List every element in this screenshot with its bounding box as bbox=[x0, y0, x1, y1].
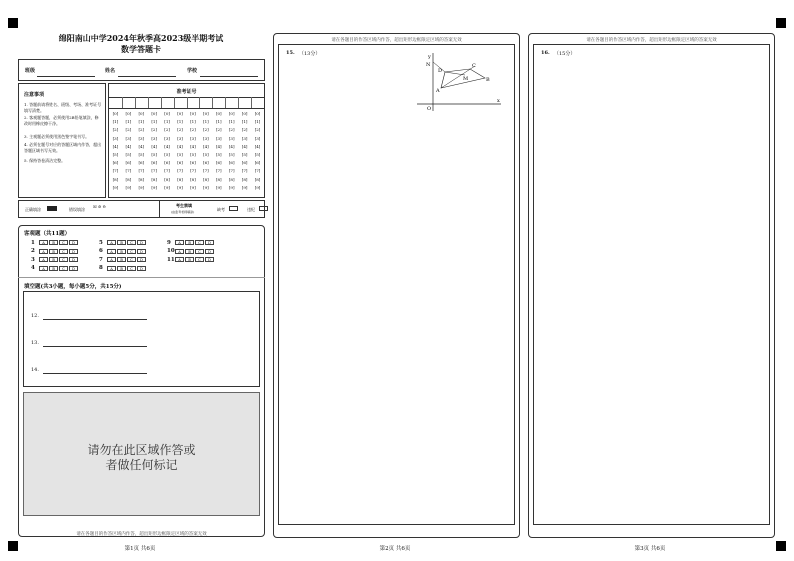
exam-number-column-divider bbox=[251, 97, 252, 108]
digit-bubble[interactable]: [0] bbox=[241, 111, 248, 116]
digit-bubble[interactable]: [6] bbox=[241, 160, 248, 166]
digit-bubble[interactable]: [3] bbox=[138, 135, 145, 141]
digit-bubble[interactable]: [8] bbox=[112, 176, 119, 182]
exam-number-heading: 准考证号 bbox=[176, 89, 197, 95]
blank-13-line[interactable] bbox=[43, 346, 147, 347]
digit-bubble[interactable]: [3] bbox=[203, 135, 209, 141]
exam-number-column[interactable] bbox=[148, 110, 161, 192]
digit-bubble[interactable]: [0] bbox=[190, 111, 196, 116]
no-answer-text-1: 请勿在此区域作答或 bbox=[87, 443, 196, 457]
name-input-line[interactable] bbox=[118, 76, 176, 77]
no-answer-zone bbox=[23, 392, 260, 516]
label-b: B bbox=[486, 77, 490, 83]
no-answer-text-2: 者做任何标记 bbox=[105, 458, 178, 472]
digit-bubble[interactable]: [7] bbox=[228, 168, 235, 174]
digit-bubble[interactable]: [1] bbox=[215, 119, 222, 125]
option-bubble-b[interactable]: B bbox=[117, 257, 126, 262]
option-bubble-b[interactable]: B bbox=[117, 266, 126, 271]
digit-bubble[interactable]: [3] bbox=[215, 135, 222, 141]
option-bubble-d[interactable]: D bbox=[137, 249, 146, 254]
question-number: 7 bbox=[99, 256, 103, 263]
digit-bubble[interactable]: [6] bbox=[215, 160, 222, 166]
digit-bubble[interactable]: [8] bbox=[241, 176, 248, 182]
option-bubble-c[interactable]: C bbox=[195, 249, 204, 254]
missing-checkbox[interactable] bbox=[229, 206, 238, 211]
option-bubble-a[interactable]: A bbox=[175, 249, 184, 254]
question-number: 5 bbox=[99, 239, 103, 246]
digit-bubble[interactable]: [2] bbox=[215, 127, 222, 133]
objective-question-row[interactable] bbox=[167, 239, 215, 246]
exam-number-column[interactable] bbox=[212, 110, 225, 192]
exam-number-column[interactable] bbox=[122, 110, 135, 192]
digit-bubble[interactable]: [3] bbox=[164, 135, 170, 141]
option-bubble-a[interactable]: A bbox=[39, 266, 48, 271]
option-bubble-d[interactable]: D bbox=[137, 266, 146, 271]
school-label: 学校 bbox=[187, 68, 198, 74]
digit-bubble[interactable]: [1] bbox=[151, 119, 158, 125]
exam-number-column[interactable] bbox=[187, 110, 200, 192]
exam-number-column-divider bbox=[135, 97, 136, 108]
question-15-number: 15. bbox=[286, 50, 295, 56]
option-bubble-a[interactable]: A bbox=[175, 257, 184, 262]
option-bubble-a[interactable]: A bbox=[107, 240, 116, 245]
digit-bubble[interactable]: [6] bbox=[112, 160, 119, 166]
option-bubble-d[interactable]: D bbox=[205, 240, 214, 245]
digit-bubble[interactable]: [6] bbox=[190, 160, 196, 166]
digit-bubble[interactable]: [8] bbox=[215, 176, 222, 182]
label-o: O bbox=[427, 106, 432, 112]
objective-question-row[interactable] bbox=[31, 239, 79, 246]
digit-bubble[interactable]: [1] bbox=[112, 119, 119, 125]
name-label: 姓名 bbox=[105, 68, 116, 74]
digit-bubble[interactable]: [3] bbox=[112, 135, 119, 141]
option-bubble-b[interactable]: B bbox=[185, 257, 194, 262]
digit-bubble[interactable]: [3] bbox=[241, 135, 248, 141]
page3-number: 第3页 共6页 bbox=[634, 546, 666, 552]
coordinate-figure bbox=[413, 51, 505, 113]
class-input-line[interactable] bbox=[37, 76, 95, 77]
segment-d-m bbox=[445, 72, 465, 75]
digit-bubble[interactable]: [5] bbox=[112, 152, 119, 158]
digit-bubble[interactable]: [9] bbox=[177, 184, 183, 190]
digit-bubble[interactable]: [2] bbox=[164, 127, 170, 133]
option-bubble-d[interactable]: D bbox=[69, 249, 78, 254]
option-bubble-d[interactable]: D bbox=[69, 257, 78, 262]
question-16-area[interactable] bbox=[533, 44, 770, 525]
wrong-fill-label: 错误填涂 bbox=[69, 207, 85, 212]
digit-bubble[interactable]: [4] bbox=[254, 143, 261, 149]
digit-bubble[interactable]: [7] bbox=[215, 168, 222, 174]
option-bubble-c[interactable]: C bbox=[59, 257, 68, 262]
option-bubble-c[interactable]: C bbox=[195, 257, 204, 262]
correct-fill-label: 正确填涂 bbox=[25, 207, 41, 212]
digit-bubble[interactable]: [5] bbox=[151, 152, 158, 158]
digit-bubble[interactable]: [6] bbox=[164, 160, 170, 166]
digit-bubble[interactable]: [7] bbox=[190, 168, 196, 174]
blank-14-label: 14. bbox=[31, 367, 39, 373]
notes-box bbox=[18, 83, 106, 198]
digit-bubble[interactable]: [6] bbox=[177, 160, 183, 166]
objective-question-row[interactable] bbox=[99, 239, 147, 246]
digit-bubble[interactable]: [0] bbox=[203, 111, 209, 116]
digit-bubble[interactable]: [0] bbox=[125, 111, 132, 116]
digit-bubble[interactable]: [8] bbox=[254, 176, 261, 182]
option-bubble-d[interactable]: D bbox=[137, 257, 146, 262]
digit-bubble[interactable]: [5] bbox=[164, 152, 170, 158]
fill-blank-box bbox=[23, 291, 260, 387]
exam-number-column-divider bbox=[238, 97, 239, 108]
digit-bubble[interactable]: [2] bbox=[151, 127, 158, 133]
digit-bubble[interactable]: [2] bbox=[203, 127, 209, 133]
page1-warning: 请在各题目的作答区域内作答，超出矩形边框限定区域的答案无效 bbox=[76, 532, 207, 537]
digit-bubble[interactable]: [7] bbox=[125, 168, 132, 174]
question-number: 10 bbox=[167, 248, 175, 255]
corner-mark-bottom-left bbox=[8, 541, 18, 551]
digit-bubble[interactable]: [4] bbox=[151, 143, 158, 149]
digit-bubble[interactable]: [0] bbox=[177, 111, 183, 116]
digit-bubble[interactable]: [9] bbox=[138, 184, 145, 190]
label-y: y bbox=[428, 54, 431, 60]
option-bubble-c[interactable]: C bbox=[59, 266, 68, 271]
note-item-2: 2. 客观题答题，必须使用2B铅笔填涂，修改时用橡皮擦干净。 bbox=[24, 115, 99, 126]
exam-number-column-divider bbox=[225, 97, 226, 108]
exam-number-column[interactable] bbox=[199, 110, 212, 192]
note-item-5: 5. 保持答卷清洁完整。 bbox=[24, 158, 66, 163]
absent-subtitle: (由监考老师填涂) bbox=[171, 210, 195, 214]
question-16-number: 16. bbox=[541, 50, 550, 56]
absent-title: 考生禁填 bbox=[176, 203, 192, 208]
digit-bubble[interactable]: [8] bbox=[125, 176, 132, 182]
digit-bubble[interactable]: [7] bbox=[177, 168, 183, 174]
exam-number-column-divider bbox=[161, 97, 162, 108]
digit-bubble[interactable]: [2] bbox=[138, 127, 145, 133]
blank-13-label: 13. bbox=[31, 340, 39, 346]
digit-bubble[interactable]: [6] bbox=[228, 160, 235, 166]
blank-14-line[interactable] bbox=[43, 373, 147, 374]
page1-number: 第1页 共6页 bbox=[124, 546, 156, 552]
digit-bubble[interactable]: [1] bbox=[177, 119, 183, 125]
digit-bubble[interactable]: [3] bbox=[125, 135, 132, 141]
objective-question-row[interactable] bbox=[31, 248, 79, 255]
question-number: 1 bbox=[31, 239, 35, 246]
digit-bubble[interactable]: [1] bbox=[241, 119, 248, 125]
digit-bubble[interactable]: [3] bbox=[177, 135, 183, 141]
digit-bubble[interactable]: [9] bbox=[203, 184, 209, 190]
exam-number-column[interactable] bbox=[174, 110, 187, 192]
digit-bubble[interactable]: [0] bbox=[138, 111, 145, 116]
digit-bubble[interactable]: [9] bbox=[190, 184, 196, 190]
option-bubble-a[interactable]: A bbox=[175, 240, 184, 245]
digit-bubble[interactable]: [7] bbox=[138, 168, 145, 174]
digit-bubble[interactable]: [9] bbox=[228, 184, 235, 190]
digit-bubble[interactable]: [7] bbox=[151, 168, 158, 174]
page2-warning-top: 请在各题目的作答区域内作答，超出矩形边框限定区域的答案无效 bbox=[331, 38, 462, 43]
page2-number: 第2页 共6页 bbox=[379, 546, 411, 552]
label-x: x bbox=[497, 98, 500, 104]
digit-bubble[interactable]: [3] bbox=[151, 135, 158, 141]
option-bubble-c[interactable]: C bbox=[59, 249, 68, 254]
corner-mark-top-right bbox=[776, 18, 786, 28]
question-15-points: （13分） bbox=[299, 51, 321, 57]
question-16-points: （15分） bbox=[554, 51, 576, 57]
objective-question-row[interactable] bbox=[31, 256, 79, 263]
digit-bubble[interactable]: [9] bbox=[112, 184, 119, 190]
digit-bubble[interactable]: [5] bbox=[228, 152, 235, 158]
digit-bubble[interactable]: [3] bbox=[190, 135, 196, 141]
digit-bubble[interactable]: [8] bbox=[164, 176, 170, 182]
digit-bubble[interactable]: [5] bbox=[203, 152, 209, 158]
correct-fill-sample bbox=[47, 206, 57, 211]
option-bubble-b[interactable]: B bbox=[49, 266, 58, 271]
digit-bubble[interactable]: [1] bbox=[254, 119, 261, 125]
digit-bubble[interactable]: [0] bbox=[254, 111, 261, 116]
exam-number-column[interactable] bbox=[251, 110, 264, 192]
digit-bubble[interactable]: [4] bbox=[177, 143, 183, 149]
digit-bubble[interactable]: [0] bbox=[228, 111, 235, 116]
label-a: A bbox=[436, 88, 440, 94]
option-bubble-d[interactable]: D bbox=[137, 240, 146, 245]
school-input-line[interactable] bbox=[200, 76, 258, 77]
digit-bubble[interactable]: [9] bbox=[151, 184, 158, 190]
digit-bubble[interactable]: [6] bbox=[254, 160, 261, 166]
question-number: 4 bbox=[31, 265, 35, 272]
digit-bubble[interactable]: [4] bbox=[138, 143, 145, 149]
option-bubble-b[interactable]: B bbox=[49, 249, 58, 254]
digit-bubble[interactable]: [4] bbox=[112, 143, 119, 149]
digit-bubble[interactable]: [5] bbox=[177, 152, 183, 158]
digit-bubble[interactable]: [1] bbox=[138, 119, 145, 125]
option-bubble-c[interactable]: C bbox=[195, 240, 204, 245]
option-bubble-c[interactable]: C bbox=[59, 240, 68, 245]
digit-bubble[interactable]: [4] bbox=[203, 143, 209, 149]
digit-bubble[interactable]: [4] bbox=[228, 143, 235, 149]
digit-bubble[interactable]: [0] bbox=[215, 111, 222, 116]
blank-12-line[interactable] bbox=[43, 319, 147, 320]
objective-question-row[interactable] bbox=[99, 265, 147, 272]
digit-bubble[interactable]: [5] bbox=[241, 152, 248, 158]
digit-bubble[interactable]: [9] bbox=[241, 184, 248, 190]
digit-bubble[interactable]: [9] bbox=[125, 184, 132, 190]
digit-bubble[interactable]: [5] bbox=[254, 152, 261, 158]
option-bubble-a[interactable]: A bbox=[39, 249, 48, 254]
option-bubble-c[interactable]: C bbox=[127, 249, 136, 254]
objective-divider bbox=[18, 277, 265, 278]
digit-bubble[interactable]: [1] bbox=[125, 119, 132, 125]
digit-bubble[interactable]: [5] bbox=[190, 152, 196, 158]
option-bubble-b[interactable]: B bbox=[49, 257, 58, 262]
digit-bubble[interactable]: [9] bbox=[164, 184, 170, 190]
objective-question-row[interactable] bbox=[99, 248, 147, 255]
digit-bubble[interactable]: [8] bbox=[203, 176, 209, 182]
option-bubble-b[interactable]: B bbox=[185, 240, 194, 245]
exam-number-column[interactable] bbox=[238, 110, 251, 192]
exam-title: 绵阳南山中学2024年秋季高2023级半期考试 bbox=[58, 33, 224, 43]
digit-bubble[interactable]: [8] bbox=[177, 176, 183, 182]
digit-bubble[interactable]: [2] bbox=[254, 127, 261, 133]
objective-question-row[interactable] bbox=[167, 256, 215, 263]
option-bubble-c[interactable]: C bbox=[127, 266, 136, 271]
page3-warning-top: 请在各题目的作答区域内作答，超出矩形边框限定区域的答案无效 bbox=[586, 38, 717, 43]
exam-number-column[interactable] bbox=[135, 110, 148, 192]
digit-bubble[interactable]: [1] bbox=[164, 119, 170, 125]
option-bubble-d[interactable]: D bbox=[69, 240, 78, 245]
diagonal-line bbox=[441, 66, 475, 88]
option-bubble-b[interactable]: B bbox=[117, 249, 126, 254]
exam-number-column[interactable] bbox=[225, 110, 238, 192]
blank-12-label: 12. bbox=[31, 313, 39, 319]
digit-bubble[interactable]: [2] bbox=[190, 127, 196, 133]
question-number: 3 bbox=[31, 256, 35, 263]
digit-bubble[interactable]: [4] bbox=[125, 143, 132, 149]
question-number: 9 bbox=[167, 239, 171, 246]
digit-bubble[interactable]: [0] bbox=[151, 111, 158, 116]
fill-blank-heading: 填空题(共3小题，每小题5分，共15分) bbox=[24, 284, 122, 290]
digit-bubble[interactable]: [0] bbox=[112, 111, 119, 116]
class-label: 班级 bbox=[25, 68, 36, 74]
exam-number-column-divider bbox=[174, 97, 175, 108]
option-bubble-a[interactable]: A bbox=[39, 240, 48, 245]
exam-number-column-divider bbox=[148, 97, 149, 108]
question-number: 6 bbox=[99, 248, 103, 255]
note-item-1: 1. 答题前请将姓名、班级、考场、准考证号填写清楚。 bbox=[24, 102, 102, 113]
exam-number-box bbox=[108, 83, 265, 198]
exam-number-column-divider bbox=[187, 97, 188, 108]
option-bubble-c[interactable]: C bbox=[127, 240, 136, 245]
option-bubble-a[interactable]: A bbox=[107, 266, 116, 271]
digit-bubble[interactable]: [9] bbox=[215, 184, 222, 190]
digit-bubble[interactable]: [6] bbox=[125, 160, 132, 166]
digit-bubble[interactable]: [5] bbox=[125, 152, 132, 158]
label-n: N bbox=[426, 62, 431, 68]
missing-label: 缺考 bbox=[217, 207, 225, 212]
digit-bubble[interactable]: [9] bbox=[254, 184, 261, 190]
digit-bubble[interactable]: [7] bbox=[112, 168, 119, 174]
exam-number-write-row[interactable] bbox=[109, 108, 264, 109]
exam-number-column-divider bbox=[212, 97, 213, 108]
corner-mark-top-left bbox=[8, 18, 18, 28]
violation-checkbox[interactable] bbox=[259, 206, 268, 211]
digit-bubble[interactable]: [5] bbox=[138, 152, 145, 158]
digit-bubble[interactable]: [2] bbox=[228, 127, 235, 133]
digit-bubble[interactable]: [5] bbox=[215, 152, 222, 158]
digit-bubble[interactable]: [1] bbox=[203, 119, 209, 125]
digit-bubble[interactable]: [2] bbox=[112, 127, 119, 133]
objective-question-row[interactable] bbox=[167, 248, 215, 255]
objective-question-row[interactable] bbox=[99, 256, 147, 263]
info-box bbox=[18, 59, 265, 81]
option-bubble-b[interactable]: B bbox=[49, 240, 58, 245]
digit-bubble[interactable]: [4] bbox=[215, 143, 222, 149]
option-bubble-b[interactable]: B bbox=[117, 240, 126, 245]
option-bubble-a[interactable]: A bbox=[107, 257, 116, 262]
question-number: 8 bbox=[99, 265, 103, 272]
digit-bubble[interactable]: [8] bbox=[138, 176, 145, 182]
note-item-4: 4. 必须在题号对应的答题区域内作答，超出答题区域书写无效。 bbox=[24, 142, 102, 153]
option-bubble-b[interactable]: B bbox=[185, 249, 194, 254]
option-bubble-d[interactable]: D bbox=[69, 266, 78, 271]
question-number: 2 bbox=[31, 248, 35, 255]
digit-bubble[interactable]: [1] bbox=[190, 119, 196, 125]
digit-bubble[interactable]: [1] bbox=[228, 119, 235, 125]
option-bubble-a[interactable]: A bbox=[107, 249, 116, 254]
option-bubble-a[interactable]: A bbox=[39, 257, 48, 262]
digit-bubble[interactable]: [6] bbox=[151, 160, 158, 166]
question-number: 11 bbox=[167, 256, 175, 263]
digit-bubble[interactable]: [6] bbox=[203, 160, 209, 166]
note-item-3: 3. 主观题必须使用黑色签字笔书写。 bbox=[24, 134, 90, 139]
exam-number-column[interactable] bbox=[161, 110, 174, 192]
digit-bubble[interactable]: [4] bbox=[164, 143, 170, 149]
legend-box bbox=[18, 200, 265, 218]
exam-subtitle: 数学答题卡 bbox=[121, 44, 161, 54]
exam-number-column-divider bbox=[199, 97, 200, 108]
label-c: C bbox=[472, 63, 476, 69]
absent-divider bbox=[159, 201, 160, 217]
digit-bubble[interactable]: [7] bbox=[254, 168, 261, 174]
digit-bubble[interactable]: [8] bbox=[151, 176, 158, 182]
option-bubble-c[interactable]: C bbox=[127, 257, 136, 262]
option-bubble-d[interactable]: D bbox=[205, 249, 214, 254]
digit-bubble[interactable]: [4] bbox=[190, 143, 196, 149]
digit-bubble[interactable]: [7] bbox=[203, 168, 209, 174]
digit-bubble[interactable]: [8] bbox=[190, 176, 196, 182]
question-15-area[interactable] bbox=[278, 44, 515, 525]
violation-label: 违纪 bbox=[247, 207, 255, 212]
corner-mark-bottom-right bbox=[776, 541, 786, 551]
exam-number-column[interactable] bbox=[109, 110, 122, 192]
exam-number-column-divider bbox=[122, 97, 123, 108]
digit-bubble[interactable]: [3] bbox=[254, 135, 261, 141]
label-d: D bbox=[438, 68, 443, 74]
digit-bubble[interactable]: [2] bbox=[125, 127, 132, 133]
digit-bubble[interactable]: [8] bbox=[228, 176, 235, 182]
digit-bubble[interactable]: [2] bbox=[241, 127, 248, 133]
wrong-fill-samples: ☒ ⊘ ⊖ bbox=[93, 204, 106, 209]
option-bubble-d[interactable]: D bbox=[205, 257, 214, 262]
label-m: M bbox=[463, 76, 469, 82]
digit-bubble[interactable]: [6] bbox=[138, 160, 145, 166]
digit-bubble[interactable]: [7] bbox=[164, 168, 170, 174]
objective-heading: 客观题（共11题） bbox=[24, 231, 71, 237]
digit-bubble[interactable]: [7] bbox=[241, 168, 248, 174]
digit-bubble[interactable]: [0] bbox=[164, 111, 170, 116]
objective-question-row[interactable] bbox=[31, 265, 79, 272]
digit-bubble[interactable]: [2] bbox=[177, 127, 183, 133]
notes-heading: 注意事项 bbox=[24, 92, 45, 98]
digit-bubble[interactable]: [4] bbox=[241, 143, 248, 149]
digit-bubble[interactable]: [3] bbox=[228, 135, 235, 141]
